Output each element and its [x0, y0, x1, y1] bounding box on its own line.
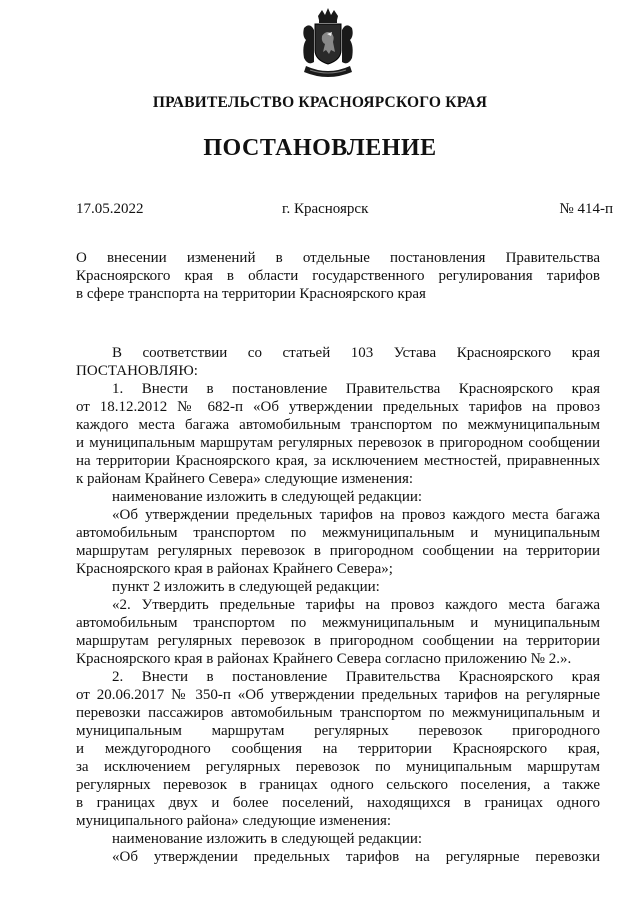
body-line: маршрутам регулярных перевозок в пригородном сообщении на территории [76, 633, 600, 649]
body-line: каждого места багажа автомобильным транспортом по межмуниципальным [76, 417, 600, 433]
body-line: и муниципальным маршрутам регулярных перевозок в пригородном сообщении [76, 435, 600, 451]
body-line: ПОСТАНОВЛЯЮ: [76, 363, 198, 379]
body-line: в границах двух и более поселений, находящихся в границах одного [76, 795, 600, 811]
subject-line: в сфере транспорта на территории Красноярского края [76, 286, 426, 302]
body-line: автомобильным транспортом по межмуниципальным и муниципальным [76, 615, 600, 631]
subject-line: О внесении изменений в отдельные постановления Правительства [76, 250, 600, 266]
body-line: муниципальным маршрутам регулярных перевозок пригородного [76, 723, 600, 739]
document-number: № 414-п [559, 201, 613, 217]
body-line: за исключением регулярных перевозок по муниципальным маршрутам [76, 759, 600, 775]
body-line: Красноярского края в районах Крайнего Севера»; [76, 561, 393, 577]
body-line: регулярных перевозок в границах одного сельского поселения, а также [76, 777, 600, 793]
body-line: пункт 2 изложить в следующей редакции: [112, 579, 380, 595]
document-city: г. Красноярск [282, 201, 369, 217]
body-line: автомобильным транспортом по межмуниципальным и муниципальным [76, 525, 600, 541]
document-type-title: ПОСТАНОВЛЕНИЕ [203, 135, 437, 161]
krasnoyarsk-coat-of-arms-icon [300, 6, 356, 84]
government-title: ПРАВИТЕЛЬСТВО КРАСНОЯРСКОГО КРАЯ [152, 94, 488, 111]
body-line: 1. Внести в постановление Правительства Красноярского края [112, 381, 600, 397]
body-line: 2. Внести в постановление Правительства Красноярского края [112, 669, 600, 685]
body-line: Красноярского края в районах Крайнего Севера согласно приложению № 2.». [76, 651, 572, 667]
body-line: на территории Красноярского края, за исключением местностей, приравненных [76, 453, 600, 469]
body-line: от 18.12.2012 № 682-п «Об утверждении предельных тарифов на провоз [76, 399, 600, 415]
body-line: «Об утверждении предельных тарифов на провоз каждого места багажа [112, 507, 600, 523]
body-line: наименование изложить в следующей редакции: [112, 489, 423, 505]
body-line: от 20.06.2017 № 350-п «Об утверждении предельных тарифов на регулярные [76, 687, 600, 703]
subject-line: Красноярского края в области государственного регулирования тарифов [76, 268, 600, 284]
body-line: и междугородного сообщения на территории Красноярского края, [76, 741, 600, 757]
body-line: «Об утверждении предельных тарифов на регулярные перевозки [112, 849, 600, 865]
body-line: наименование изложить в следующей редакции: [112, 831, 423, 847]
body-line: В соответствии со статьей 103 Устава Красноярского края [112, 345, 600, 361]
document-date: 17.05.2022 [76, 201, 144, 217]
body-line: перевозки пассажиров автомобильным транспортом по межмуниципальным и [76, 705, 600, 721]
body-line: «2. Утвердить предельные тарифы на провоз каждого места багажа [112, 597, 600, 613]
body-line: маршрутам регулярных перевозок в пригородном сообщении на территории [76, 543, 600, 559]
body-line: муниципального района» следующие изменения: [76, 813, 392, 829]
body-line: к районам Крайнего Севера» следующие изменения: [76, 471, 414, 487]
